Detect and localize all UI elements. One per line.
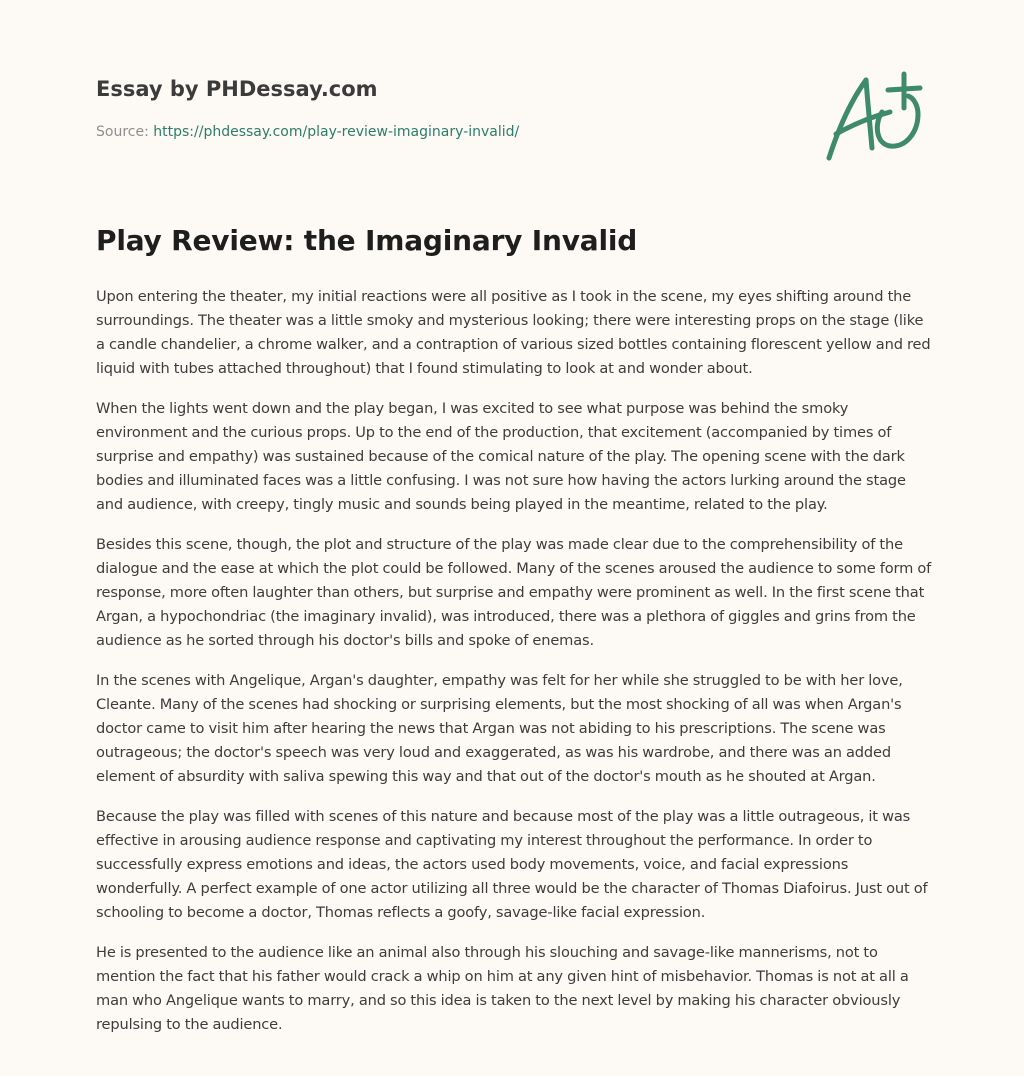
brand-heading: Essay by PHDessay.com: [96, 77, 378, 101]
paragraph-6: He is presented to the audience like an animal also through his slouching and savage-like mannerisms, not to mention the fact that his father would crack a whip on him at any given hint of misbehavior. Thomas is not at all a man who Angelique wants to marry, and so this idea is taken to the next level by making his character obviously repulsing to the audience.: [96, 944, 909, 1033]
paragraph-2: When the lights went down and the play began, I was excited to see what purpose was behind the smoky environment and the curious props. Up to the end of the production, that excitement (accompanied by times of surprise and empathy) was sustained because of the comical nature of the play. The opening scene with the dark bodies and illuminated faces was a little confusing. I was not sure how having the actors lurking around the stage and audience, with creepy, tingly music and sounds being played in the meantime, related to the play.: [96, 400, 906, 513]
paragraph-4: In the scenes with Angelique, Argan's daughter, empathy was felt for her while she struggled to be with her love, Cleante. Many of the scenes had shocking or surprising elements, but the most shocking of all was when Argan's doctor came to visit him after hearing the news that Argan was not abiding to his prescriptions. The scene was outrageous; the doctor's speech was very loud and exaggerated, as was his wardrobe, and there was an added element of absurdity with saliva spewing this way and that out of the doctor's mouth as he shouted at Argan.: [96, 672, 903, 785]
essay-title: Play Review: the Imaginary Invalid: [96, 224, 638, 257]
source-label: Source:: [96, 124, 154, 140]
paragraph-5: Because the play was filled with scenes of this nature and because most of the play was a little outrageous, it was effective in arousing audience response and captivating my interest throughout the performance. In order to successfully express emotions and ideas, the actors used body movements, voice, and facial expressions wonderfully. A perfect example of one actor utilizing all three would be the character of Thomas Diafoirus. Just out of schooling to become a doctor, Thomas reflects a goofy, savage-like facial expression.: [96, 808, 928, 921]
essay-body: [96, 285, 932, 1053]
paragraph-3: Besides this scene, though, the plot and structure of the play was made clear due to the comprehensibility of the dialogue and the ease at which the plot could be followed. Many of the scenes aroused the audience to some form of response, more often laughter than others, but surprise and empathy were prominent as well. In the first scene that Argan, a hypochondriac (the imaginary invalid), was introduced, there was a plethora of giggles and grins from the audience as he sorted through his doctor's bills and spoke of enemas.: [96, 536, 932, 649]
source-link[interactable]: https://phdessay.com/play-review-imaginary-invalid/: [153, 124, 520, 140]
paragraph-1: Upon entering the theater, my initial reactions were all positive as I took in the scene, my eyes shifting around the surroundings. The theater was a little smoky and mysterious looking; there were interesting props on the stage (like a candle chandelier, a chrome walker, and a contraption of various sized bottles containing florescent yellow and red liquid with tubes attached throughout) that I found stimulating to look at and wonder about.: [96, 288, 931, 377]
source-line: [96, 124, 519, 140]
a-plus-grade-icon: [824, 68, 924, 164]
